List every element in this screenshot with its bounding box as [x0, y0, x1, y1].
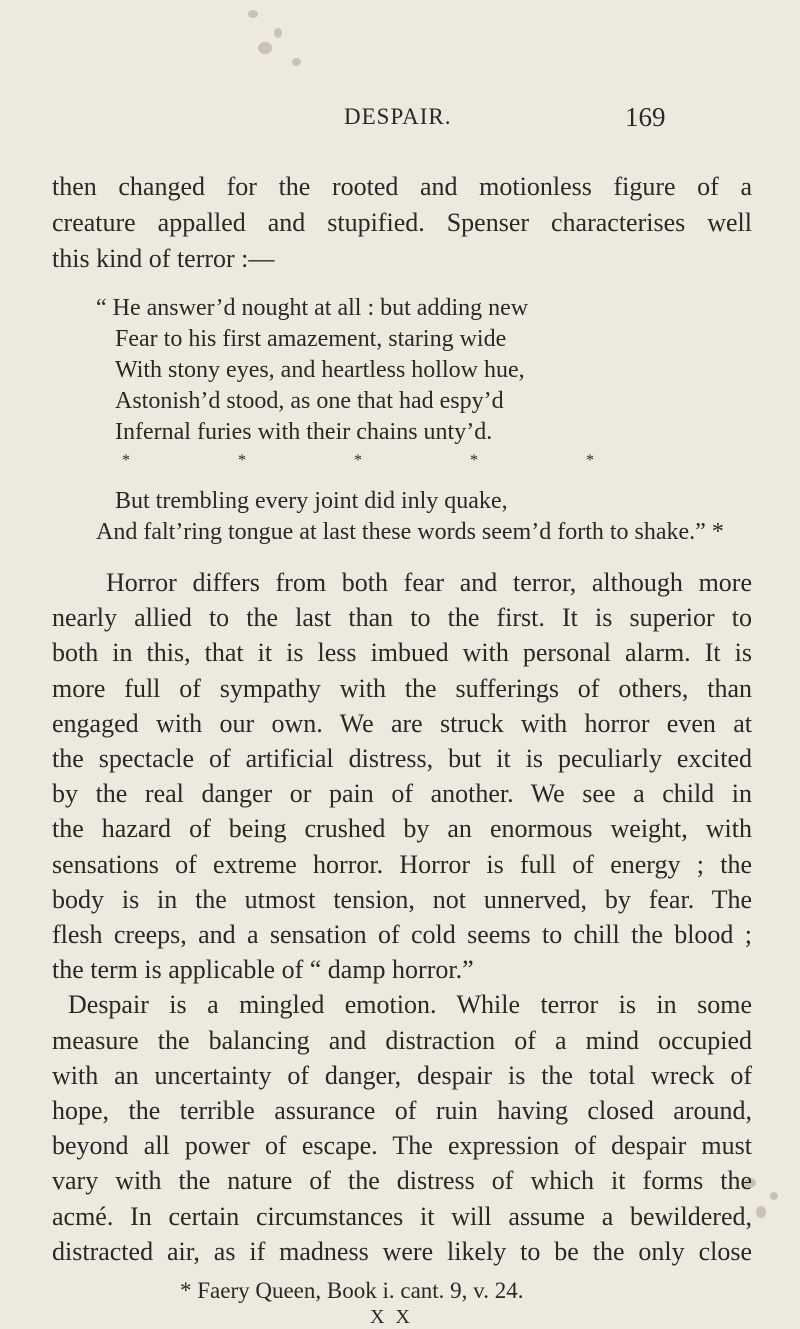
text-line: the spectacle of artificial distress, but it is peculiarly excited [52, 744, 752, 773]
text-line: with an uncertainty of danger, despair is the total wreck of [52, 1060, 752, 1090]
text-line: measure the balancing and distraction of a mind occupied [52, 1025, 752, 1055]
quote-line: Infernal furies with their chains unty’d. [115, 419, 493, 445]
text-line: creature appalled and stupified. Spenser characterises well [52, 208, 752, 237]
quote-line: “ He answer’d nought at all : but adding new [96, 295, 529, 321]
page-number: 169 [625, 102, 666, 132]
quote-line: Fear to his first amazement, staring wide [115, 326, 507, 352]
running-title: DESPAIR. [344, 104, 452, 129]
foxing-spot [756, 1206, 766, 1218]
foxing-spot [770, 1192, 778, 1200]
verse-separator [0, 452, 800, 472]
text-line: Horror differs from both fear and terror, although more [106, 568, 752, 597]
text-line: sensations of extreme horror. Horror is full of energy ; the [52, 849, 752, 879]
quote-line: Astonish’d stood, as one that had espy’d [115, 388, 504, 414]
asterisk: * [354, 452, 362, 469]
text-line: by the real danger or pain of another. We see a child in [52, 779, 752, 809]
text-line: beyond all power of escape. The expression of despair must [52, 1131, 752, 1161]
asterisk: * [586, 452, 594, 469]
text-line: the hazard of being crushed by an enormous weight, with [52, 814, 752, 844]
text-line: acmé. In certain circumstances it will assume a bewildered, [52, 1201, 752, 1231]
text-line: flesh creeps, and a sensation of cold seems to chill the blood ; [52, 920, 752, 949]
asterisk: * [122, 452, 130, 469]
text-line: hope, the terrible assurance of ruin having closed around, [52, 1096, 752, 1125]
text-line: engaged with our own. We are struck with horror even at [52, 708, 752, 738]
text-line: distracted air, as if madness were likely to be the only close [52, 1236, 752, 1266]
signature-mark: X X [370, 1306, 413, 1328]
text-line: the term is applicable of “ damp horror.” [52, 955, 474, 985]
text-line: then changed for the rooted and motionless figure of a [52, 172, 752, 201]
footnote: * Faery Queen, Book i. cant. 9, v. 24. [180, 1278, 524, 1303]
text-line: both in this, that it is less imbued with personal alarm. It is [52, 638, 752, 668]
asterisk: * [238, 452, 246, 469]
text-line: Despair is a mingled emotion. While terror is in some [68, 990, 752, 1020]
text-line: body is in the utmost tension, not unnerved, by fear. The [52, 884, 752, 914]
text-line: nearly allied to the last than to the first. It is superior to [52, 603, 752, 633]
quote-line: With stony eyes, and heartless hollow hue, [115, 357, 525, 383]
text-line: more full of sympathy with the sufferings of others, than [52, 673, 752, 703]
asterisk: * [470, 452, 478, 469]
text-line: this kind of terror :— [52, 244, 275, 273]
foxing-spot [258, 42, 272, 54]
foxing-spot [248, 10, 258, 18]
quote-line: But trembling every joint did inly quake, [115, 488, 508, 514]
foxing-spot [274, 28, 282, 38]
quote-line: And falt’ring tongue at last these words seem’d forth to shake.” * [96, 519, 724, 545]
text-line: vary with the nature of the distress of which it forms the [52, 1166, 752, 1196]
foxing-spot [292, 58, 301, 66]
